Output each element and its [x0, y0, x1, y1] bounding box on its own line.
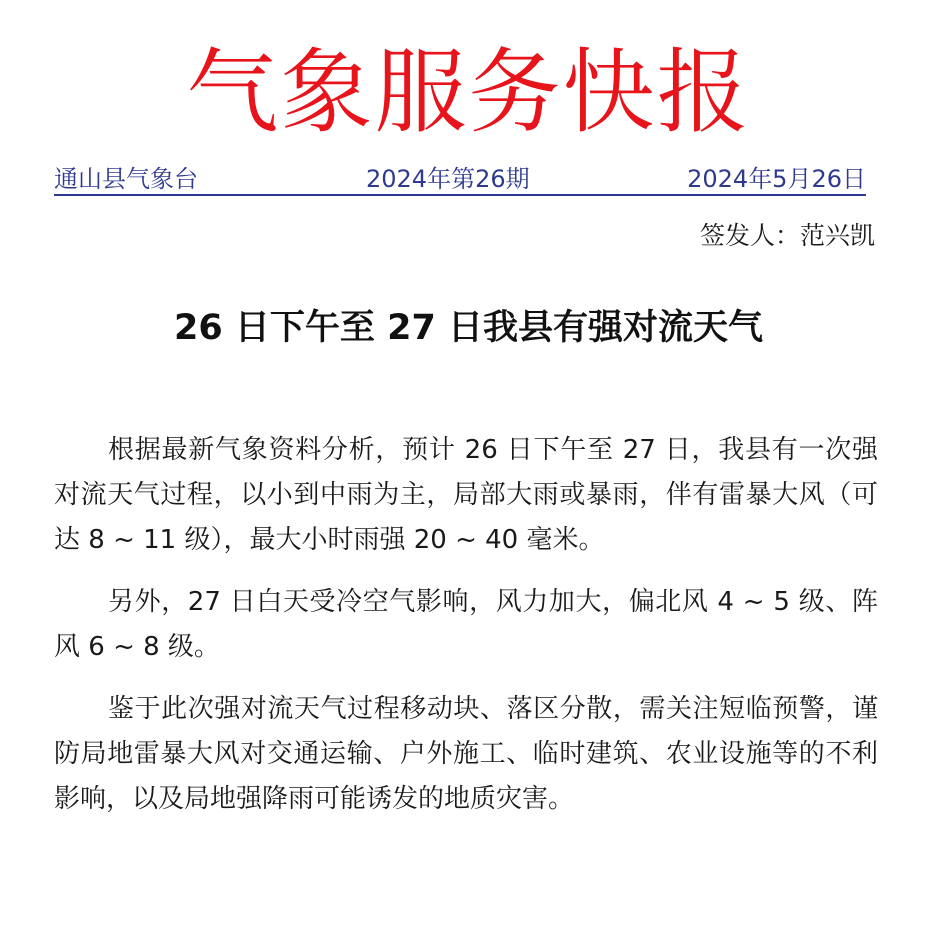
issuing-organization: 通山县气象台 [54, 165, 198, 193]
body-paragraph: 鉴于此次强对流天气过程移动块、落区分散，需关注短临预警，谨防局地雷暴大风对交通运输、户外施工、临时建筑、农业设施等的不利影响，以及局地强降雨可能诱发的地质灾害。 [54, 694, 878, 814]
article-headline: 26 日下午至 27 日我县有强对流天气 [174, 308, 763, 348]
signer-line: 签发人：范兴凯 [699, 221, 875, 250]
article-body [54, 428, 878, 839]
issue-info-bar [54, 164, 866, 196]
issue-number: 2024年第26期 [366, 165, 530, 193]
issue-date: 2024年5月26日 [687, 165, 866, 193]
body-paragraph: 根据最新气象资料分析，预计 26 日下午至 27 日，我县有一次强对流天气过程，以小到中雨为主，局部大雨或暴雨，伴有雷暴大风（可达 8 ~ 11 级），最大小时雨强 20 ~ 40 毫米。 [54, 435, 878, 555]
masthead-title: 气象服务快报 [186, 39, 751, 146]
body-paragraph: 另外，27 日白天受冷空气影响，风力加大，偏北风 4 ~ 5 级、阵风 6 ~ 8 级。 [54, 587, 878, 662]
